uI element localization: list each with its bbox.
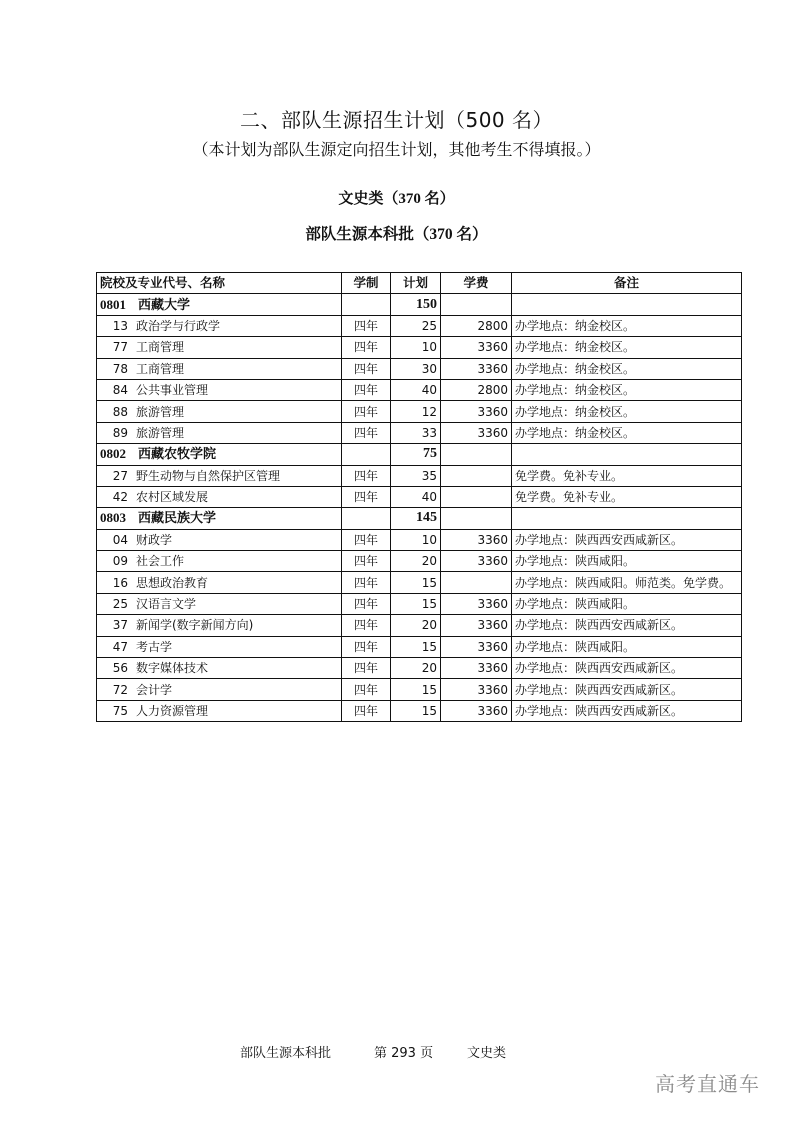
major-cell — [97, 486, 342, 507]
major-tuition: 3360 — [441, 593, 512, 614]
major-name: 政治学与行政学 — [136, 318, 221, 333]
major-name: 工商管理 — [136, 340, 185, 355]
major-row — [97, 593, 742, 614]
major-row — [97, 401, 742, 422]
major-remarks: 免学费。免补专业。 — [512, 465, 742, 486]
major-row — [97, 315, 742, 336]
major-tuition: 3360 — [441, 401, 512, 422]
major-plan: 40 — [391, 486, 441, 507]
table-body — [97, 294, 742, 722]
major-name: 数字媒体技术 — [136, 661, 209, 676]
major-code: 16 — [112, 575, 128, 590]
major-cell — [97, 551, 342, 572]
major-duration: 四年 — [342, 700, 391, 721]
major-name: 农村区域发展 — [136, 490, 209, 505]
major-code: 27 — [112, 468, 128, 483]
major-code: 56 — [112, 661, 128, 676]
table-header-row — [97, 273, 742, 294]
major-name: 人力资源管理 — [136, 704, 209, 718]
major-code: 75 — [112, 704, 128, 718]
major-duration: 四年 — [342, 337, 391, 358]
major-plan: 30 — [391, 358, 441, 379]
major-name: 公共事业管理 — [136, 383, 209, 398]
school-row — [97, 294, 742, 315]
major-remarks: 办学地点：纳金校区。 — [512, 337, 742, 358]
major-duration: 四年 — [342, 358, 391, 379]
footer-page-number: 第 293 页 — [374, 1046, 434, 1061]
major-cell — [97, 529, 342, 550]
major-duration: 四年 — [342, 551, 391, 572]
school-tuition — [441, 294, 512, 315]
major-tuition: 3360 — [441, 700, 512, 721]
major-name: 会计学 — [136, 682, 173, 697]
major-row — [97, 700, 742, 721]
major-tuition: 2800 — [441, 315, 512, 336]
major-remarks: 办学地点：纳金校区。 — [512, 422, 742, 443]
major-tuition: 3360 — [441, 337, 512, 358]
major-name: 思想政治教育 — [136, 575, 209, 590]
major-cell — [97, 465, 342, 486]
major-tuition: 3360 — [441, 615, 512, 636]
school-tuition — [441, 508, 512, 529]
major-row — [97, 379, 742, 400]
major-row — [97, 679, 742, 700]
page-title: 二、部队生源招生计划（500 名） — [239, 108, 554, 132]
major-remarks: 办学地点：陕西咸阳。 — [512, 551, 742, 572]
major-code: 13 — [112, 318, 128, 333]
major-tuition: 3360 — [441, 636, 512, 657]
major-code: 72 — [112, 682, 128, 697]
school-duration — [342, 294, 391, 315]
school-remarks — [512, 508, 742, 529]
header-duration: 学制 — [342, 273, 391, 294]
page-subtitle: （本计划为部队生源定向招生计划，其他考生不得填报。） — [192, 140, 601, 159]
major-name: 工商管理 — [136, 361, 185, 376]
major-tuition: 2800 — [441, 379, 512, 400]
major-duration: 四年 — [342, 529, 391, 550]
major-row — [97, 636, 742, 657]
major-code: 09 — [112, 554, 128, 569]
major-duration: 四年 — [342, 401, 391, 422]
header-name: 院校及专业代号、名称 — [97, 273, 342, 294]
major-code: 77 — [112, 340, 128, 355]
school-code: 0803 — [100, 510, 126, 526]
school-remarks — [512, 444, 742, 465]
major-plan: 10 — [391, 337, 441, 358]
major-remarks: 办学地点：陕西西安西咸新区。 — [512, 700, 742, 721]
major-name: 社会工作 — [136, 554, 185, 569]
major-remarks: 办学地点：陕西咸阳。 — [512, 636, 742, 657]
major-plan: 20 — [391, 551, 441, 572]
major-plan: 40 — [391, 379, 441, 400]
header-tuition: 学费 — [441, 273, 512, 294]
major-tuition — [441, 465, 512, 486]
major-remarks: 办学地点：陕西西安西咸新区。 — [512, 529, 742, 550]
major-remarks: 办学地点：纳金校区。 — [512, 358, 742, 379]
major-duration: 四年 — [342, 486, 391, 507]
major-row — [97, 486, 742, 507]
major-duration: 四年 — [342, 379, 391, 400]
school-remarks — [512, 294, 742, 315]
major-code: 42 — [112, 490, 128, 505]
major-remarks: 办学地点：纳金校区。 — [512, 401, 742, 422]
school-tuition — [441, 444, 512, 465]
major-tuition — [441, 486, 512, 507]
header-plan: 计划 — [391, 273, 441, 294]
school-duration — [342, 444, 391, 465]
school-plan: 150 — [391, 294, 441, 315]
major-duration: 四年 — [342, 615, 391, 636]
major-cell — [97, 615, 342, 636]
major-duration: 四年 — [342, 572, 391, 593]
major-code: 25 — [112, 597, 128, 612]
major-name: 汉语言文学 — [136, 597, 197, 612]
category-heading: 文史类（370 名） — [338, 191, 455, 207]
major-plan: 15 — [391, 572, 441, 593]
major-cell — [97, 636, 342, 657]
major-tuition: 3360 — [441, 658, 512, 679]
major-code: 78 — [112, 361, 128, 376]
major-cell — [97, 379, 342, 400]
major-row — [97, 551, 742, 572]
school-duration — [342, 508, 391, 529]
major-plan: 12 — [391, 401, 441, 422]
major-remarks: 办学地点：纳金校区。 — [512, 315, 742, 336]
footer-category: 文史类 — [467, 1046, 507, 1061]
major-code: 04 — [112, 532, 128, 547]
major-code: 89 — [112, 425, 128, 440]
major-name: 财政学 — [136, 532, 173, 547]
major-plan: 20 — [391, 615, 441, 636]
major-row — [97, 615, 742, 636]
school-name: 西藏大学 — [138, 296, 191, 312]
major-name: 旅游管理 — [136, 404, 185, 419]
major-duration: 四年 — [342, 422, 391, 443]
major-cell — [97, 422, 342, 443]
major-remarks: 办学地点：陕西西安西咸新区。 — [512, 658, 742, 679]
major-remarks: 免学费。免补专业。 — [512, 486, 742, 507]
major-cell — [97, 337, 342, 358]
school-code: 0802 — [100, 446, 126, 462]
major-name: 野生动物与自然保护区管理 — [136, 468, 281, 483]
major-duration: 四年 — [342, 658, 391, 679]
school-cell — [97, 444, 342, 465]
major-plan: 25 — [391, 315, 441, 336]
major-tuition: 3360 — [441, 679, 512, 700]
major-row — [97, 529, 742, 550]
major-row — [97, 358, 742, 379]
school-name: 西藏农牧学院 — [138, 446, 217, 462]
major-duration: 四年 — [342, 679, 391, 700]
major-tuition — [441, 572, 512, 593]
major-code: 37 — [112, 618, 128, 633]
major-cell — [97, 658, 342, 679]
major-row — [97, 658, 742, 679]
major-remarks: 办学地点：陕西咸阳。师范类。免学费。 — [512, 572, 742, 593]
school-cell — [97, 294, 342, 315]
major-duration: 四年 — [342, 593, 391, 614]
major-plan: 33 — [391, 422, 441, 443]
footer-batch: 部队生源本科批 — [240, 1046, 332, 1061]
major-row — [97, 465, 742, 486]
major-cell — [97, 679, 342, 700]
major-code: 84 — [112, 383, 128, 398]
major-plan: 35 — [391, 465, 441, 486]
major-plan: 15 — [391, 593, 441, 614]
major-remarks: 办学地点：纳金校区。 — [512, 379, 742, 400]
major-code: 88 — [112, 404, 128, 419]
header-remarks: 备注 — [512, 273, 742, 294]
major-remarks: 办学地点：陕西咸阳。 — [512, 593, 742, 614]
major-remarks: 办学地点：陕西西安西咸新区。 — [512, 679, 742, 700]
major-cell — [97, 401, 342, 422]
major-plan: 10 — [391, 529, 441, 550]
major-cell — [97, 700, 342, 721]
school-plan: 145 — [391, 508, 441, 529]
major-name: 新闻学(数字新闻方向) — [136, 618, 254, 633]
school-row — [97, 508, 742, 529]
major-plan: 15 — [391, 700, 441, 721]
major-row — [97, 422, 742, 443]
major-duration: 四年 — [342, 465, 391, 486]
major-plan: 20 — [391, 658, 441, 679]
major-duration: 四年 — [342, 315, 391, 336]
major-row — [97, 337, 742, 358]
major-name: 旅游管理 — [136, 425, 185, 440]
watermark-logo-text: 高考直通车 — [655, 1072, 760, 1096]
major-duration: 四年 — [342, 636, 391, 657]
major-tuition: 3360 — [441, 358, 512, 379]
school-cell — [97, 508, 342, 529]
major-tuition: 3360 — [441, 529, 512, 550]
major-plan: 15 — [391, 679, 441, 700]
major-tuition: 3360 — [441, 422, 512, 443]
major-cell — [97, 358, 342, 379]
school-plan: 75 — [391, 444, 441, 465]
school-name: 西藏民族大学 — [138, 510, 217, 526]
major-cell — [97, 315, 342, 336]
major-name: 考古学 — [136, 639, 173, 654]
major-remarks: 办学地点：陕西西安西咸新区。 — [512, 615, 742, 636]
major-row — [97, 572, 742, 593]
major-plan: 15 — [391, 636, 441, 657]
major-tuition: 3360 — [441, 551, 512, 572]
major-code: 47 — [112, 639, 128, 654]
batch-heading: 部队生源本科批（370 名） — [305, 226, 488, 243]
major-cell — [97, 572, 342, 593]
school-row — [97, 444, 742, 465]
school-code: 0801 — [100, 296, 126, 312]
enrollment-plan-table — [96, 272, 742, 722]
major-cell — [97, 593, 342, 614]
